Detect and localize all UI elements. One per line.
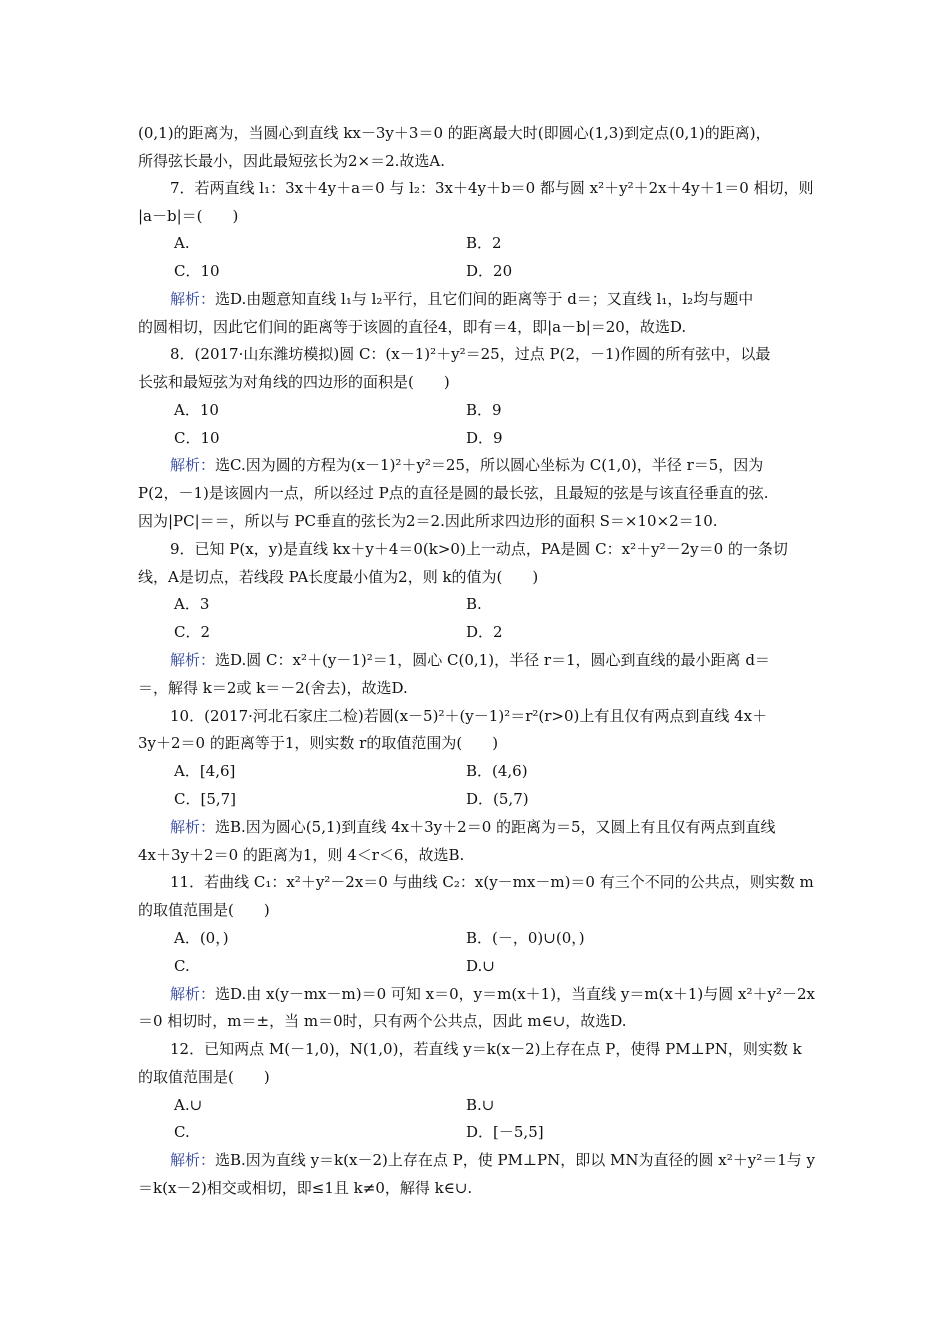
analysis-label: 解析：: [170, 1151, 216, 1169]
q12-option-c: C.: [174, 1123, 190, 1141]
analysis-label: 解析：: [170, 290, 216, 308]
q10-solution-line-1: 选B.因为圆心(5,1)到直线 4x＋3y＋2＝0 的距离为＝5，又圆上有且仅有两点到直线: [215, 818, 776, 836]
q11-stem-line-2: 的取值范围是( ): [138, 901, 270, 919]
q11-option-a: A．(0，): [174, 929, 229, 947]
q10-stem-line-2: 3y＋2＝0 的距离等于1，则实数 r的取值范围为( ): [138, 734, 499, 752]
q7-stem-line-2: |a－b|＝( ): [138, 207, 239, 225]
q7-option-a: A.: [174, 234, 190, 252]
q9-solution-line-1: 选D.圆 C：x²＋(y－1)²＝1，圆心 C(0,1)，半径 r＝1，圆心到直线的最小距离 d＝: [215, 651, 770, 669]
q7-option-b: B．2: [466, 234, 502, 252]
q12-option-a: A.∪: [174, 1096, 203, 1114]
analysis-label: 解析：: [170, 651, 216, 669]
intro-line-2: 所得弦长最小，因此最短弦长为2×＝2.故选A.: [138, 152, 446, 170]
q10-option-d: D．(5,7): [466, 790, 529, 808]
q8-option-b: B．9: [466, 401, 502, 419]
analysis-label: 解析：: [170, 456, 216, 474]
q9-solution-line-2: ＝，解得 k＝2或 k＝－2(舍去)，故选D.: [138, 679, 408, 697]
q12-solution-line-1: 选B.因为直线 y＝k(x－2)上存在点 P，使 PM⊥PN，即以 MN为直径的圆 x²＋y²＝1与 y: [215, 1151, 816, 1169]
q11-option-c: C.: [174, 957, 190, 975]
q11-solution-line-1: 选D.由 x(y－mx－m)＝0 可知 x＝0，y＝m(x＋1)，当直线 y＝m(x＋1)与圆 x²＋y²－2x: [215, 985, 815, 1003]
q12-stem-line-2: 的取值范围是( ): [138, 1068, 270, 1086]
q12-solution-line-2: ＝k(x－2)相交或相切，即≤1且 k≠0，解得 k∈∪.: [138, 1179, 473, 1197]
q10-solution-line-2: 4x＋3y＋2＝0 的距离为1，则 4＜r＜6，故选B.: [138, 846, 465, 864]
q8-option-c: C．10: [174, 429, 220, 447]
q11-stem-line-1: 11．若曲线 C₁：x²＋y²－2x＝0 与曲线 C₂：x(y－mx－m)＝0 有三个不同的公共点，则实数 m: [170, 873, 814, 891]
q8-option-a: A．10: [174, 401, 219, 419]
q8-solution-line-2: P(2，－1)是该圆内一点，所以经过 P点的直径是圆的最长弦，且最短的弦是与该直径垂直的弦.: [138, 484, 769, 502]
q8-solution-line-1: 选C.因为圆的方程为(x－1)²＋y²＝25，所以圆心坐标为 C(1,0)，半径 r＝5，因为: [215, 456, 764, 474]
q12-option-b: B.∪: [466, 1096, 495, 1114]
q9-option-d: D．2: [466, 623, 503, 641]
q7-option-d: D．20: [466, 262, 513, 280]
q10-option-b: B．(4,6): [466, 762, 528, 780]
q9-stem-line-2: 线，A是切点，若线段 PA长度最小值为2，则 k的值为( ): [138, 568, 539, 586]
q8-stem-line-1: 8．(2017·山东潍坊模拟)圆 C：(x－1)²＋y²＝25，过点 P(2，－1)作圆的所有弦中，以最: [170, 345, 771, 363]
q12-stem-line-1: 12．已知两点 M(－1,0)，N(1,0)，若直线 y＝k(x－2)上存在点 P，使得 PM⊥PN，则实数 k: [170, 1040, 802, 1058]
q9-stem-line-1: 9．已知 P(x，y)是直线 kx＋y＋4＝0(k>0)上一动点，PA是圆 C：x²＋y²－2y＝0 的一条切: [170, 540, 788, 558]
q8-option-d: D．9: [466, 429, 503, 447]
q10-stem-line-1: 10．(2017·河北石家庄二检)若圆(x－5)²＋(y－1)²＝r²(r>0)上有且仅有两点到直线 4x＋: [170, 707, 768, 725]
q7-option-c: C．10: [174, 262, 220, 280]
q10-option-c: C．[5,7]: [174, 790, 237, 808]
analysis-label: 解析：: [170, 985, 216, 1003]
q11-solution-line-2: ＝0 相切时，m＝±，当 m＝0时，只有两个公共点，因此 m∈∪，故选D.: [138, 1012, 627, 1030]
q9-option-a: A．3: [174, 595, 210, 613]
q11-option-b: B．(－，0)∪(0，): [466, 929, 585, 947]
q9-option-c: C．2: [174, 623, 211, 641]
q9-option-b: B.: [466, 595, 482, 613]
q11-option-d: D.∪: [466, 957, 495, 975]
q12-option-d: D．[－5,5]: [466, 1123, 544, 1141]
q8-stem-line-2: 长弦和最短弦为对角线的四边形的面积是( ): [138, 373, 450, 391]
intro-line-1: (0,1)的距离为，当圆心到直线 kx－3y＋3＝0 的距离最大时(即圆心(1,3)到定点(0,1)的距离)，: [138, 124, 771, 142]
q7-solution-line-1: 选D.由题意知直线 l₁与 l₂平行，且它们间的距离等于 d＝；又直线 l₁，l₂均与题中: [215, 290, 754, 308]
q10-option-a: A．[4,6]: [174, 762, 236, 780]
q7-stem-line-1: 7．若两直线 l₁：3x＋4y＋a＝0 与 l₂：3x＋4y＋b＝0 都与圆 x²＋y²＋2x＋4y＋1＝0 相切，则: [170, 179, 814, 197]
q7-solution-line-2: 的圆相切，因此它们间的距离等于该圆的直径4，即有＝4，即|a－b|＝20，故选D.: [138, 318, 687, 336]
analysis-label: 解析：: [170, 818, 216, 836]
q8-solution-line-3: 因为|PC|＝＝，所以与 PC垂直的弦长为2＝2.因此所求四边形的面积 S＝×10×2＝10.: [138, 512, 718, 530]
